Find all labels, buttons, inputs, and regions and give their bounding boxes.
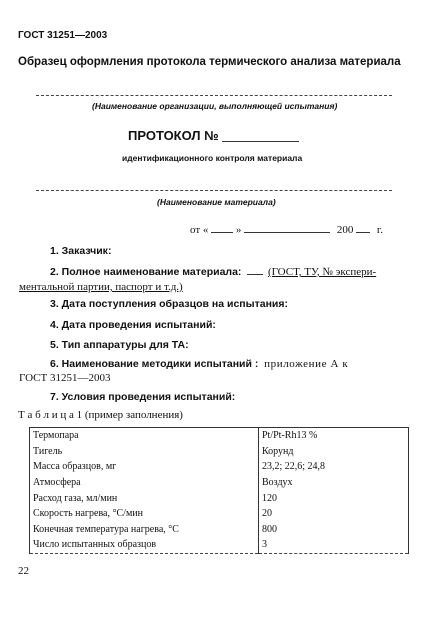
protocol-subtitle: идентификационного контроля материала — [122, 153, 303, 163]
page-number: 22 — [18, 565, 29, 577]
protocol-label: ПРОТОКОЛ № — [128, 128, 219, 143]
section-receipt-date: 3. Дата поступления образцов на испытания: — [50, 298, 288, 310]
table-row — [30, 475, 409, 491]
table-cell-parameter: Масса образцов, мг — [30, 459, 259, 475]
table-cell-value: 3 — [259, 537, 409, 553]
table-cell-value: Корунд — [262, 445, 294, 457]
table-row — [30, 522, 409, 538]
date-year-blank — [356, 232, 370, 233]
table-cell-parameter: Скорость нагрева, °С/мин — [30, 506, 259, 522]
document-code: ГОСТ 31251—2003 — [18, 30, 108, 41]
material-name-hint-1: (ГОСТ, ТУ, № экспери- — [267, 266, 377, 278]
table-row — [30, 428, 409, 444]
table-row — [30, 537, 409, 553]
table-caption — [18, 409, 183, 421]
method-text-1: приложение А к — [264, 358, 349, 370]
table-cell-value: 120 — [262, 492, 277, 504]
date-day-blank — [211, 232, 233, 233]
section-material-name-heading: 2. Полное наименование материала: — [50, 266, 242, 278]
section-test-conditions: 7. Условия проведения испытаний: — [50, 391, 236, 403]
table-cell-parameter: Конечная температура нагрева, °С — [30, 522, 259, 538]
table-cell-value: 800 — [262, 523, 277, 535]
table-cell-parameter: Расход газа, мл/мин — [30, 490, 259, 506]
table-row — [30, 506, 409, 522]
table-caption-text: 1 (пример заполнения) — [76, 409, 183, 421]
table-cell-value: 20 — [262, 508, 272, 520]
date-suffix: г. — [376, 224, 383, 236]
table-row — [30, 490, 409, 506]
table-cell-parameter: Тигель — [30, 444, 259, 460]
organization-line — [36, 95, 392, 96]
table-cell-parameter: Атмосфера — [30, 475, 259, 491]
conditions-table — [29, 427, 409, 554]
table-cell-value: 23,2; 22,6; 24,8 — [262, 461, 326, 473]
section-material-name — [50, 266, 376, 278]
page-title: Образец оформления протокола термического анализа материала — [18, 56, 401, 68]
date-quote-close: » — [235, 224, 242, 236]
table-row — [30, 444, 409, 460]
date-month-blank — [244, 232, 330, 233]
material-name-hint-2: ментальной партии, паспорт и т.д.) — [19, 281, 183, 293]
date-line — [190, 224, 383, 236]
table-cell-parameter: Термопара — [30, 428, 259, 444]
date-year-prefix: 200 — [336, 224, 354, 236]
table-cell-parameter: Число испытанных образцов — [30, 537, 259, 553]
section-equipment-type: 5. Тип аппаратуры для ТА: — [50, 339, 189, 351]
section-method-heading: 6. Наименование методики испытаний : — [50, 358, 259, 370]
table-cell-value: Pt/Pt-Rh13 % — [259, 428, 409, 444]
table-row — [30, 459, 409, 475]
method-text-2: ГОСТ 31251—2003 — [19, 372, 111, 384]
section-method — [50, 358, 348, 370]
material-caption: (Наименование материала) — [157, 197, 276, 207]
section-test-date: 4. Дата проведения испытаний: — [50, 319, 216, 331]
table-caption-label: Т а б л и ц а — [18, 409, 74, 421]
material-line — [36, 190, 392, 191]
table-cell-value: Воздух — [262, 477, 293, 489]
section-customer: 1. Заказчик: — [50, 245, 112, 257]
organization-caption: (Наименование организации, выполняющей испытания) — [92, 101, 338, 111]
date-prefix: от « — [190, 224, 209, 236]
protocol-number-line — [222, 141, 299, 142]
material-name-blank — [247, 274, 263, 275]
